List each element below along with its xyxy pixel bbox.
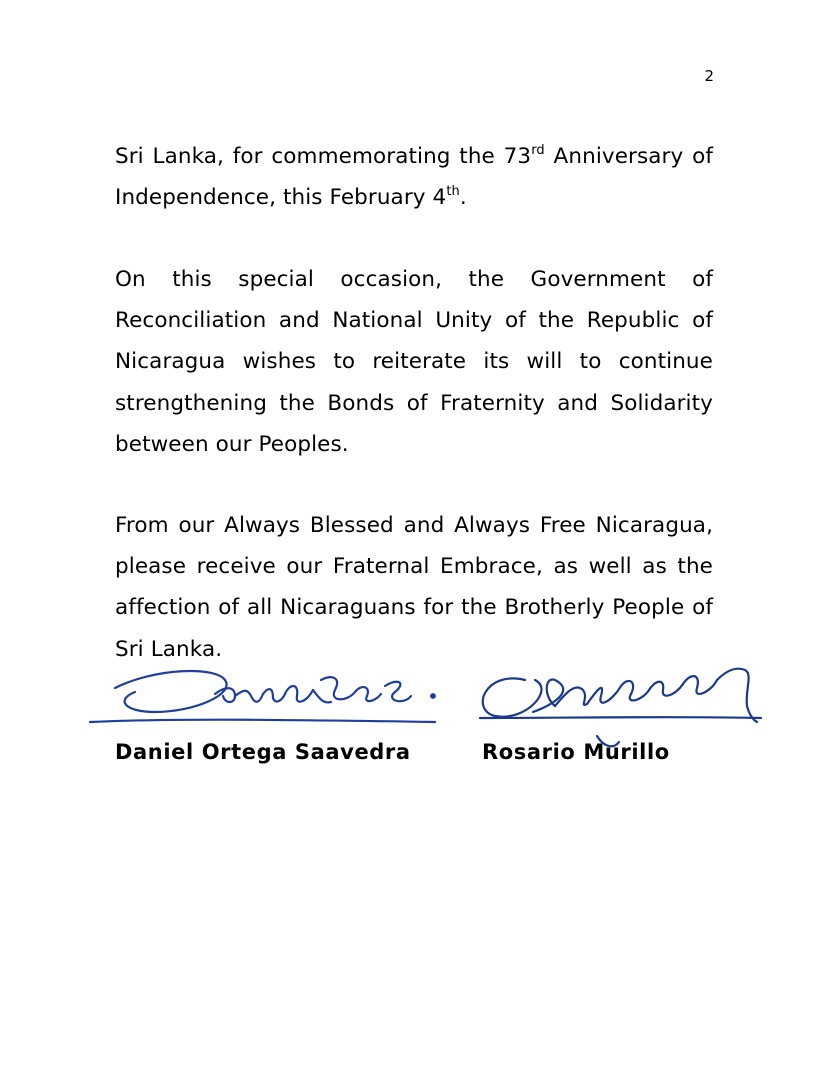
- paragraph-occasion: On this special occasion, the Government of Reconciliation and National Unity of the Republic of Nicaragua wishes to reiterate its will to continue strengthening the Bonds of Fraternity and Solidarity between our Peoples.: [115, 267, 713, 457]
- signatory-name-daniel-ortega: Daniel Ortega Saavedra: [115, 740, 411, 764]
- paragraph-intro: [115, 136, 713, 218]
- signatory-name-rosario-murillo: Rosario Murillo: [482, 740, 670, 764]
- paragraph-intro-text-1: Sri Lanka, for commemorating the 73: [115, 144, 532, 169]
- page-number: 2: [704, 67, 714, 85]
- paragraph-intro-text-3: .: [459, 185, 467, 211]
- signature-rosario-murillo: [480, 669, 761, 747]
- paragraph-closing: From our Always Blessed and Always Free Nicaragua, please receive our Fraternal Embrace, as well as the affection of all Nicaraguans for the Brotherly People of Sri Lanka.: [115, 513, 713, 662]
- ordinal-suffix-th: th: [446, 184, 460, 200]
- signature-daniel-ortega: [90, 671, 435, 722]
- ordinal-suffix-rd: rd: [531, 143, 545, 158]
- paragraph-intro-text-2: Anniversary of Independence, this February 4: [115, 144, 714, 211]
